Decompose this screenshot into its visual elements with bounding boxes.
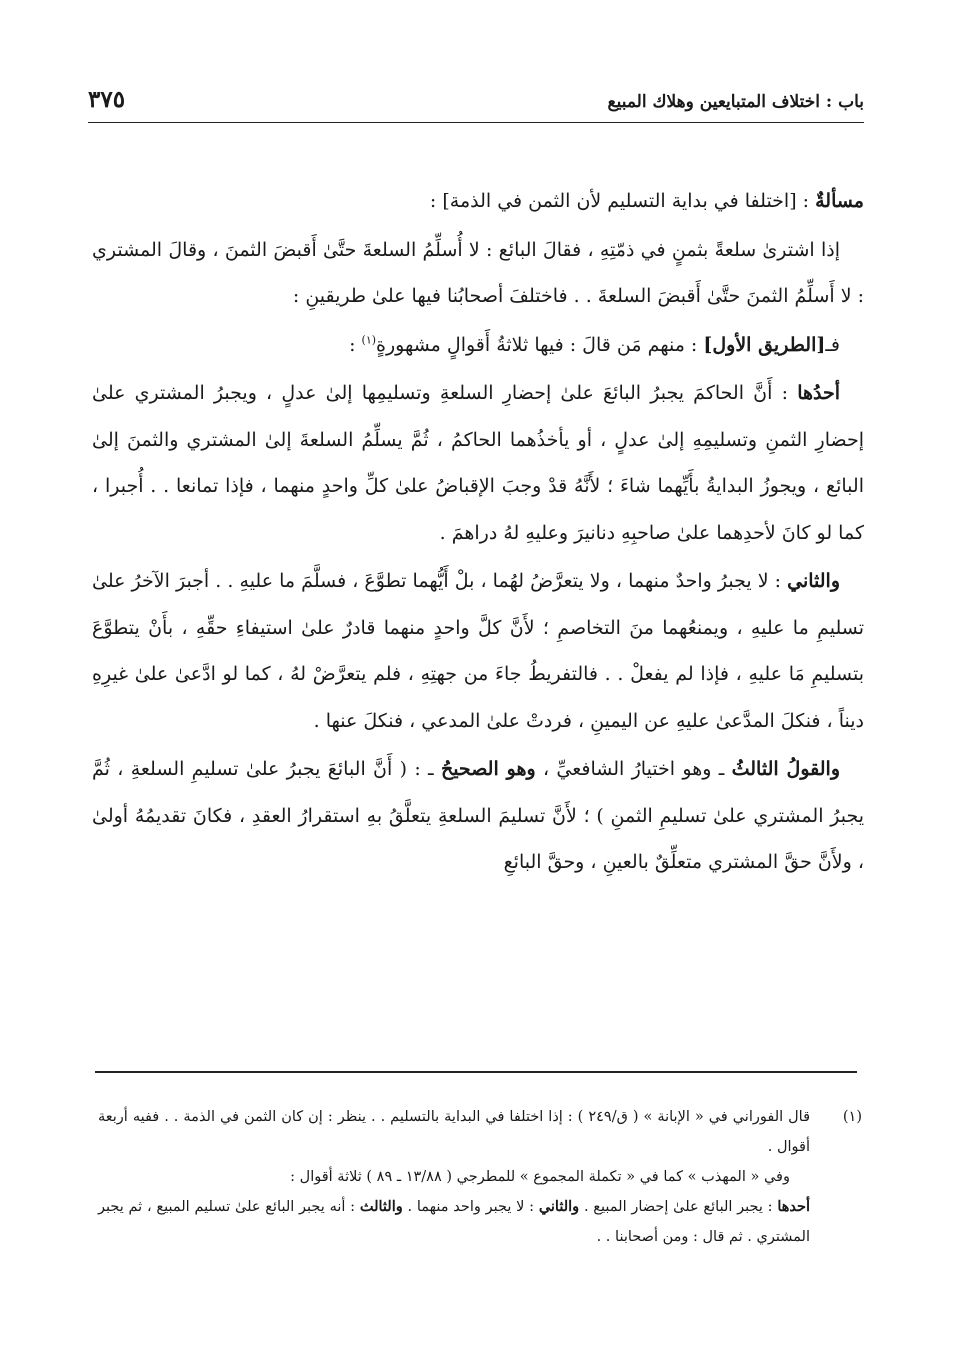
first-method-prefix: فـ bbox=[825, 333, 840, 356]
issue-label: مسألةٌ bbox=[815, 190, 864, 212]
issue-heading bbox=[92, 178, 864, 225]
footnote-ref[interactable]: (١) bbox=[361, 333, 377, 347]
fn-text-second: : لا يجبر واحد منهما . bbox=[402, 1199, 539, 1215]
fn-label-second: والثاني bbox=[538, 1198, 580, 1215]
opinion-three-label: والقولُ الثالثُ bbox=[731, 758, 841, 780]
opinion-two-label: والثاني bbox=[787, 570, 840, 592]
paragraph-opinion-three bbox=[92, 746, 864, 886]
footnote-number: (١) bbox=[842, 1109, 862, 1125]
paragraph-intro: إذا اشترىٰ سلعةً بثمنٍ في ذمّتِهِ ، فقالَ البائع : لا أُسلِّمُ السلعةَ حتَّىٰ أَقبضَ الثمنَ ، وقالَ المشتري : لا أَسلِّمُ الثمنَ حتَّىٰ أَقبضَ السلعةَ . . فاختلفَ أصحابُنا فيها علىٰ طريقينِ : bbox=[92, 238, 864, 307]
fn-text-first: : يجبر البائع علىٰ إحضار المبيع . bbox=[579, 1199, 778, 1215]
running-header bbox=[88, 88, 864, 123]
paragraph-opinion-two bbox=[92, 558, 864, 744]
chapter-title: باب : اختلاف المتبايعين وهلاك المبيع bbox=[607, 92, 864, 112]
footnote-line-3 bbox=[98, 1192, 810, 1252]
paragraph-opinion-one bbox=[92, 370, 864, 556]
fn-label-first: أحدها bbox=[777, 1198, 810, 1215]
footnote-line-1: قال الفوراني في « الإبانة » ( ق/٢٤٩ ) : إذا اختلفا في البداية بالتسليم . . ينظر : إن كان الثمن في الذمة . . ففيه أربعة أقوال . bbox=[98, 1109, 811, 1155]
opinion-one-label: أحدُها bbox=[797, 382, 840, 404]
issue-title: : [اختلفا في بداية التسليم لأن الثمن في الذمة] : bbox=[429, 190, 816, 212]
first-method-end: : bbox=[349, 333, 362, 356]
correct-opinion-label: وهو الصحيحُ bbox=[440, 758, 536, 780]
opinion-three-mid: ـ وهو اختيارُ الشافعيِّ ، bbox=[535, 758, 732, 780]
footnote-divider bbox=[95, 1071, 857, 1073]
opinion-three-text: ـ : ( أَنَّ البائعَ يجبرُ علىٰ تسليمِ السلعةِ ، ثُمَّ يجبرُ المشتري علىٰ تسليمِ الثمنِ ) ؛ لأَنَّ تسليمَ السلعةِ يتعلَّقُ بهِ استقرارُ العقدِ ، فكانَ تقديمُهُ أولىٰ ، ولأَنَّ حقَّ المشتري متعلِّقٌ بالعينِ ، وحقَّ البائعِ bbox=[92, 758, 864, 873]
footnote-1 bbox=[98, 1102, 862, 1252]
fn-label-third: والثالث bbox=[359, 1198, 403, 1215]
main-text bbox=[92, 178, 864, 888]
fn-text-third: : أنه يجبر البائع علىٰ تسليم المبيع ، ثم يجبر المشتري . ثم قال : ومن أصحابنا . . bbox=[98, 1199, 810, 1245]
footnote-line-2: وفي « المهذب » كما في « تكملة المجموع » للمطرجي ( ١٣/٨٨ ـ ٨٩ ) ثلاثة أقوال : bbox=[290, 1169, 790, 1185]
opinion-two-text: : لا يجبرُ واحدٌ منهما ، ولا يتعرَّضُ لهُما ، بلْ أَيُّهما تطوَّعَ ، فسلَّمَ ما عليهِ . . أجبرَ الآخرُ علىٰ تسليمِ ما عليهِ ، ويمنعُهما منَ التخاصمِ ؛ لأَنَّ كلَّ واحدٍ منهما قادرٌ علىٰ استيفاءِ حقِّهِ ، بأَنْ يتطوَّعَ بتسليمِ مَا عليهِ ، فإذا لم يفعلْ . . فالتفريطُ جاءَ من جهتِهِ ، فلم يتعرَّضْ لهُ ، كما لو ادَّعىٰ علىٰ غيرِهِ ديناً ، فنكلَ المدَّعىٰ عليهِ عن اليمينِ ، فردتْ علىٰ المدعي ، فنكلَ عنها . bbox=[92, 570, 864, 732]
first-method-text: : منهم مَن قالَ : فيها ثلاثةُ أَقوالٍ مشهورةٍ bbox=[376, 333, 704, 356]
paragraph-first-method bbox=[92, 322, 864, 369]
footnotes bbox=[98, 1102, 862, 1252]
first-method-label: [الطريق الأول] bbox=[703, 333, 826, 356]
page-number: ٣٧٥ bbox=[88, 86, 126, 113]
opinion-one-text: : أَنَّ الحاكمَ يجبرُ البائعَ علىٰ إحضارِ السلعةِ وتسليمِها إلىٰ عدلٍ ، ويجبرُ المشتري علىٰ إحضارِ الثمنِ وتسليمِهِ إلىٰ عدلٍ ، أو يأخذُهما الحاكمُ ، ثُمَّ يسلِّمُ السلعةَ إلىٰ المشتري والثمنَ إلىٰ البائع ، ويجوزُ البدايةُ بأَيِّهما شاءَ ؛ لأَنَّهُ قدْ وجبَ الإقباضُ علىٰ كلِّ واحدٍ منهما ، فإذا تمانعا . . أُجبرا ، كما لو كانَ لأحدِهما علىٰ صاحبِهِ دنانيرَ وعليهِ لهُ دراهمَ . bbox=[92, 382, 864, 544]
